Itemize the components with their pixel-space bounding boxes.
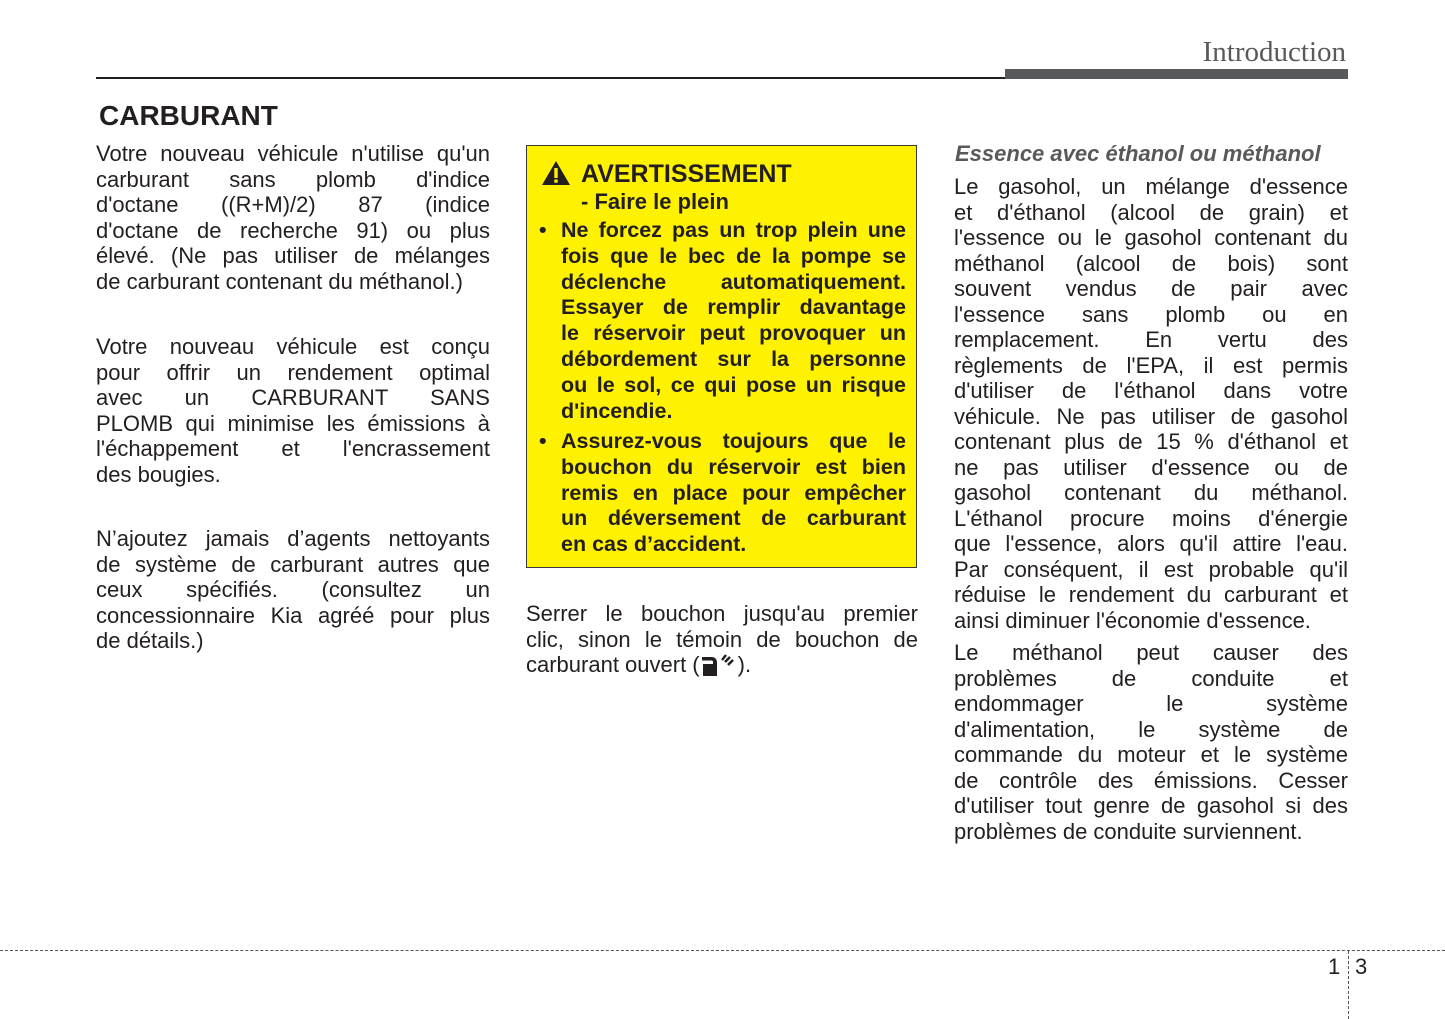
text-line: ceux spécifiés. (consultez un — [96, 577, 490, 602]
header-bar — [1005, 69, 1348, 79]
text-line: véhicule. Ne pas utiliser de gasohol — [954, 403, 1348, 429]
text-line: d'octane de recherche 91) ou plus — [96, 217, 490, 243]
text-line: d'octane ((R+M)/2) 87 (indice — [96, 192, 490, 217]
warning-box — [526, 145, 917, 568]
text-line: Assurez-vous toujours que le — [561, 429, 906, 453]
header-rule — [96, 77, 1006, 79]
text-line: Votre nouveau véhicule n'utilise qu'un — [96, 141, 490, 166]
text-line: problèmes de conduite surviennent. — [954, 818, 1303, 844]
left-paragraph — [96, 141, 490, 294]
text-line: souvent vendus de pair avec — [954, 276, 1348, 301]
warning-bullet — [539, 218, 906, 424]
subsection-heading: Essence avec éthanol ou méthanol — [955, 141, 1321, 166]
text-line: pour offrir un rendement optimal — [96, 359, 490, 385]
warning-bullet-text — [561, 429, 906, 558]
text-line: de système de carburant autres que — [96, 551, 490, 577]
footer-divider — [0, 950, 1445, 951]
text-line: clic, sinon le témoin de bouchon de — [526, 626, 918, 652]
text-line: d'utiliser tout genre de gasohol si des — [954, 793, 1348, 818]
text-line: endommager le système — [954, 691, 1348, 716]
text-line: d'incendie. — [561, 398, 673, 423]
text-line: le réservoir peut provoquer un — [561, 321, 906, 346]
section-header: Introduction — [1202, 36, 1346, 68]
text-line: règlements de l'EPA, il est permis — [954, 352, 1348, 378]
text-line: avec un CARBURANT SANS — [96, 385, 490, 410]
right-paragraph — [954, 174, 1348, 633]
text-line: débordement sur la personne — [561, 346, 906, 371]
text-line: de contrôle des émissions. Cesser — [954, 767, 1348, 793]
text-line: l'échappement et l'encrassement — [96, 436, 490, 461]
text-line: d'alimentation, le système de — [954, 716, 1348, 742]
text-line: PLOMB qui minimise les émissions à — [96, 410, 490, 436]
text-line: Le gasohol, un mélange d'essence — [954, 174, 1348, 199]
warning-triangle-icon — [541, 160, 571, 186]
text-line: ou le sol, ce qui pose un risque — [561, 372, 906, 397]
text-line: commande du moteur et le système — [954, 742, 1348, 767]
text-line: problèmes de conduite et — [954, 665, 1348, 691]
text-line: Le méthanol peut causer des — [954, 640, 1348, 665]
note-text: ). — [737, 652, 752, 677]
bullet-dot: • — [539, 429, 547, 453]
text-line: carburant sans plomb d'indice — [96, 166, 490, 192]
text-line: bouchon du réservoir est bien — [561, 454, 906, 479]
text-line: ainsi diminuer l'économie d'essence. — [954, 607, 1311, 633]
text-line: l'essence sans plomb ou en — [954, 301, 1348, 327]
warning-subtitle: - Faire le plein — [581, 189, 729, 214]
text-line: fois que le bec de la pompe se — [561, 243, 906, 268]
text-line: Essayer de remplir davantage — [561, 295, 906, 320]
left-paragraph — [96, 526, 490, 654]
fuel-cap-note — [526, 601, 918, 678]
text-line: Ne forcez pas un trop plein une — [561, 218, 906, 242]
fuel-cap-open-icon — [700, 653, 738, 677]
page-title: CARBURANT — [99, 100, 278, 131]
text-line: méthanol (alcool de bois) sont — [954, 250, 1348, 276]
text-line: L'éthanol procure moins d'énergie — [954, 505, 1348, 531]
text-line: des bougies. — [96, 461, 221, 487]
text-line: un déversement de carburant — [561, 506, 906, 531]
page-number: 3 — [1355, 954, 1368, 979]
warning-bullet-text — [561, 218, 906, 424]
text-line: ne pas utiliser d'essence ou de — [954, 454, 1348, 480]
text-line: en cas d’accident. — [561, 532, 747, 557]
bullet-dot: • — [539, 218, 547, 242]
text-line: remis en place pour empêcher — [561, 480, 906, 505]
warning-title: AVERTISSEMENT — [581, 160, 792, 188]
text-line: réduise le rendement du carburant et — [954, 582, 1348, 607]
text-line: Votre nouveau véhicule est conçu — [96, 334, 490, 359]
right-paragraph — [954, 640, 1348, 844]
text-line: contenant plus de 15 % d'éthanol et — [954, 429, 1348, 454]
warning-bullet — [539, 429, 906, 558]
left-paragraph — [96, 334, 490, 487]
text-line: l'essence ou le gasohol contenant du — [954, 225, 1348, 250]
text-line: de carburant contenant du méthanol.) — [96, 268, 463, 294]
text-line: N’ajoutez jamais d’agents nettoyants — [96, 526, 490, 551]
note-text: carburant ouvert ( — [526, 652, 700, 677]
text-line: gasohol contenant du méthanol. — [954, 480, 1348, 505]
text-line: et d'éthanol (alcool de grain) et — [954, 199, 1348, 225]
page-divider — [1348, 951, 1349, 1019]
text-line: Serrer le bouchon jusqu'au premier — [526, 601, 918, 626]
text-line: remplacement. En vertu des — [954, 327, 1348, 352]
text-line: de détails.) — [96, 628, 204, 653]
chapter-number: 1 — [1328, 954, 1341, 979]
text-line: déclenche automatiquement. — [561, 269, 906, 294]
text-line: concessionnaire Kia agréé pour plus — [96, 602, 490, 628]
note-last-line — [526, 652, 918, 678]
text-line: que l'essence, alors qu'il attire l'eau. — [954, 531, 1348, 556]
text-line: élevé. (Ne pas utiliser de mélanges — [96, 243, 490, 268]
text-line: Par conséquent, il est probable qu'il — [954, 556, 1348, 582]
text-line: d'utiliser de l'éthanol dans votre — [954, 378, 1348, 403]
